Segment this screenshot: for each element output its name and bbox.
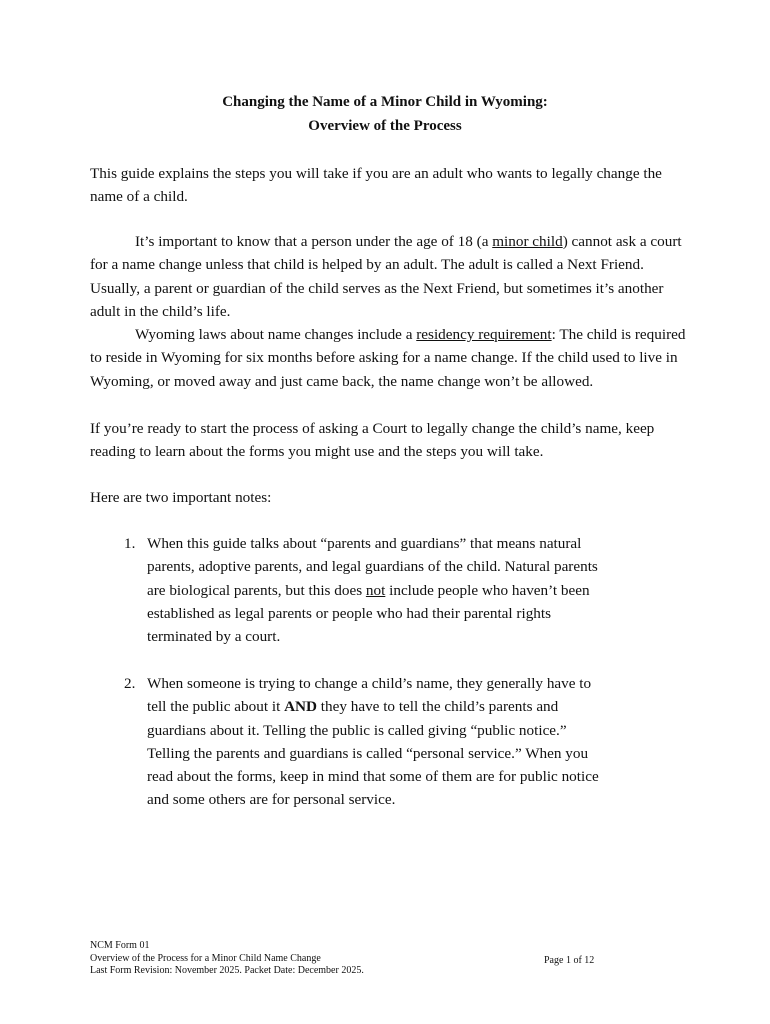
residency-paragraph — [90, 323, 695, 393]
footer-page-number: Page 1 of 12 — [544, 955, 595, 966]
list-item-text — [147, 532, 604, 648]
footer-revision: Last Form Revision: November 2025. Packet Date: December 2025. — [90, 965, 364, 976]
minor-child-term: minor child — [492, 233, 563, 250]
list-number: 1. — [124, 535, 136, 552]
page-footer — [90, 940, 610, 978]
list-item — [124, 532, 604, 648]
paragraph-text: ) cannot ask a court for a name change unless that child is helped by an adult. The adult is called a Next Friend. Usually, a parent or guardian of the child serves as the Next Friend, but sometimes it’s another adult in the child’s life. — [90, 233, 682, 320]
footer-form-name: Overview of the Process for a Minor Child Name Change — [90, 952, 321, 964]
ready-paragraph: If you’re ready to start the process of asking a Court to legally change the child’s name, keep reading to learn about the forms you might use and the steps you will take. — [90, 420, 655, 461]
page-subtitle: Overview of the Process — [308, 118, 462, 134]
paragraph-text: It’s important to know that a person under the age of 18 (a — [135, 233, 493, 250]
not-emphasis: not — [365, 581, 386, 599]
paragraph-text: Wyoming laws about name changes include a — [135, 326, 417, 343]
residency-term: residency requirement — [416, 326, 552, 343]
page-title: Changing the Name of a Minor Child in Wyoming: — [222, 94, 548, 110]
minor-child-paragraph — [90, 230, 695, 323]
footer-form-id: NCM Form 01 — [90, 940, 150, 951]
and-emphasis: AND — [284, 698, 317, 716]
notes-intro: Here are two important notes: — [90, 489, 272, 506]
note-text: When this guide talks about “parents and guardians” that means natural parents, adoptive parents, and legal guardians of the child. Natural parents are biological parents, but this does — [147, 535, 598, 599]
note-text: include people who haven’t been established as legal parents or people who had their parental rights terminated by a court. — [147, 581, 590, 646]
note-text: When someone is trying to change a child’s name, they generally have to tell the public about it — [147, 675, 592, 716]
paragraph-text: : The child is required to reside in Wyoming for six months before asking for a name change. If the child used to live in Wyoming, or moved away and just came back, the name change won’t be allowed. — [90, 326, 686, 390]
intro-paragraph: This guide explains the steps you will take if you are an adult who wants to legally change the name of a child. — [90, 165, 662, 206]
list-item — [124, 672, 604, 812]
list-number: 2. — [124, 675, 136, 692]
note-text: they have to tell the child’s parents and guardians about it. Telling the public is called giving “public notice.” Telling the parents and guardians is called “personal service.” When you read about the forms, keep in mind that some of them are for public notice and some others are for personal service. — [147, 698, 599, 809]
list-item-text — [147, 672, 604, 812]
